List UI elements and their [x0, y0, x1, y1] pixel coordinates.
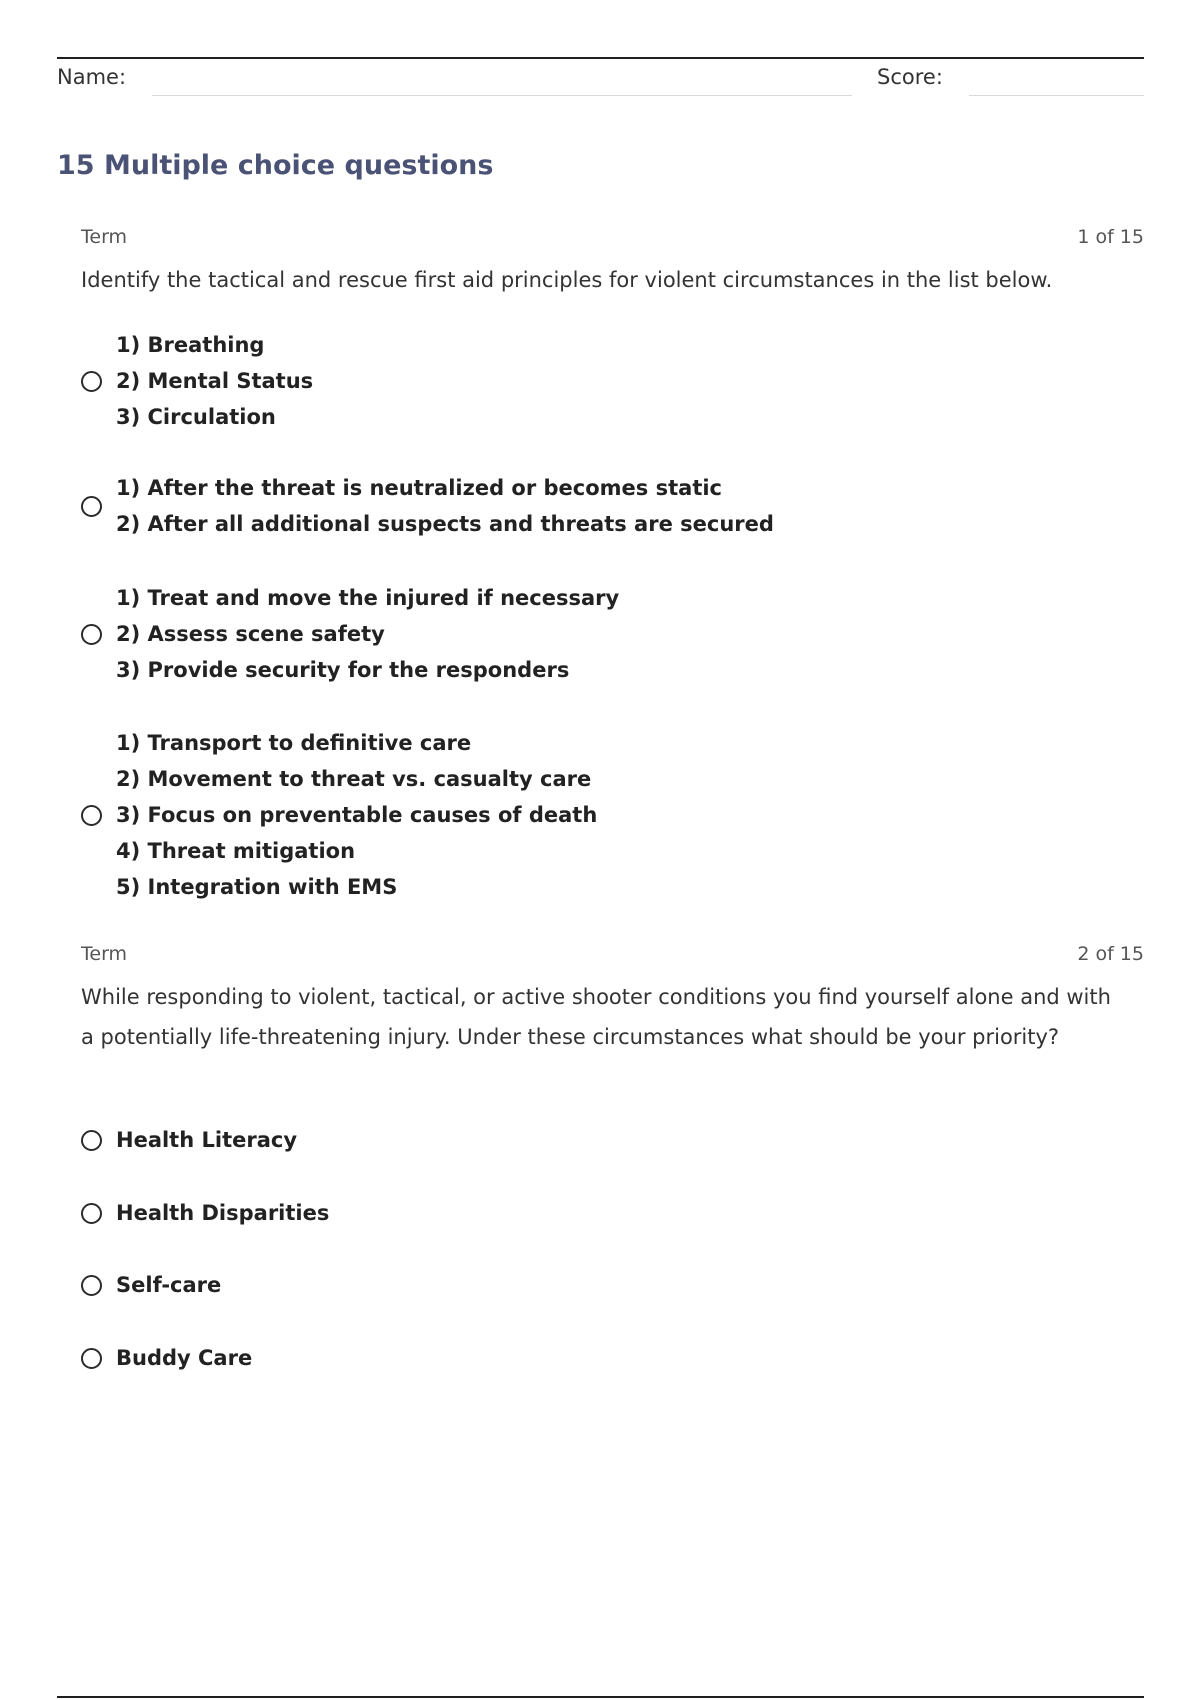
- radio-button[interactable]: [81, 805, 102, 826]
- answer-option[interactable]: [81, 1267, 221, 1303]
- question-1: [81, 226, 1144, 300]
- question-counter: 2 of 15: [1077, 943, 1144, 965]
- answer-option[interactable]: [81, 327, 313, 435]
- radio-button[interactable]: [81, 496, 102, 517]
- answer-option[interactable]: [81, 1340, 252, 1376]
- option-line: Health Disparities: [116, 1201, 330, 1225]
- worksheet-header: [57, 63, 1144, 97]
- option-line: 1) Treat and move the injured if necessary: [116, 586, 620, 610]
- option-line: 2) Movement to threat vs. casualty care: [116, 767, 592, 791]
- option-line: 5) Integration with EMS: [116, 875, 398, 899]
- option-line: 2) Mental Status: [116, 369, 314, 393]
- option-line: Health Literacy: [116, 1128, 298, 1152]
- score-label: Score:: [877, 65, 943, 89]
- option-line: Self-care: [116, 1273, 222, 1297]
- term-label: Term: [81, 226, 128, 248]
- radio-button[interactable]: [81, 1348, 102, 1369]
- answer-option[interactable]: [81, 470, 774, 542]
- top-divider: [57, 57, 1144, 59]
- term-label: Term: [81, 943, 128, 965]
- option-line: 3) Circulation: [116, 405, 276, 429]
- section-title: 15 Multiple choice questions: [57, 150, 494, 181]
- answer-option[interactable]: [81, 1195, 329, 1231]
- radio-button[interactable]: [81, 1130, 102, 1151]
- bottom-divider: [57, 1696, 1144, 1698]
- option-line: 3) Focus on preventable causes of death: [116, 803, 598, 827]
- option-line: 2) Assess scene safety: [116, 622, 385, 646]
- radio-button[interactable]: [81, 1203, 102, 1224]
- option-line: 1) After the threat is neutralized or becomes static: [116, 476, 723, 500]
- radio-button[interactable]: [81, 371, 102, 392]
- radio-button[interactable]: [81, 1275, 102, 1296]
- answer-option[interactable]: [81, 580, 619, 688]
- name-label: Name:: [57, 65, 127, 89]
- option-line: 2) After all additional suspects and threats are secured: [116, 512, 774, 536]
- option-line: 1) Transport to definitive care: [116, 731, 472, 755]
- option-line: 3) Provide security for the responders: [116, 658, 570, 682]
- option-line: Buddy Care: [116, 1346, 253, 1370]
- option-line: 1) Breathing: [116, 333, 265, 357]
- answer-option[interactable]: [81, 1122, 297, 1158]
- radio-button[interactable]: [81, 624, 102, 645]
- question-text: Identify the tactical and rescue first aid principles for violent circumstances in the list below.: [81, 268, 1053, 292]
- score-field[interactable]: [969, 95, 1144, 96]
- question-text: While responding to violent, tactical, or active shooter conditions you find yourself alone and with a potentially life-threatening injury. Under these circumstances what should be your priority?: [81, 985, 1111, 1049]
- question-counter: 1 of 15: [1077, 226, 1144, 248]
- name-field[interactable]: [152, 95, 852, 96]
- answer-option[interactable]: [81, 725, 597, 905]
- option-line: 4) Threat mitigation: [116, 839, 356, 863]
- question-2: [81, 943, 1144, 1057]
